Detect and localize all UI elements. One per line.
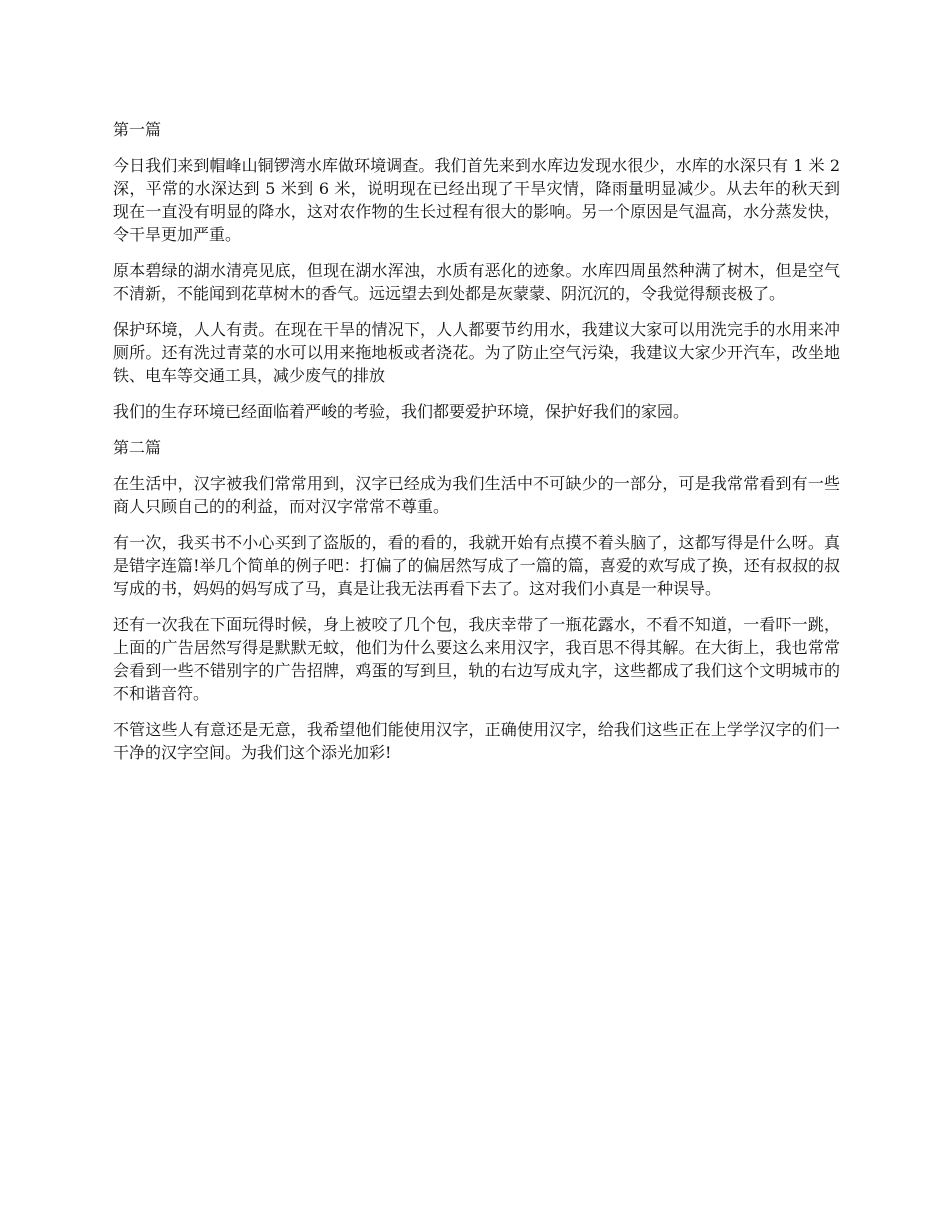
- paragraph: 原本碧绿的湖水清亮见底，但现在湖水浑浊，水质有恶化的迹象。水库四周虽然种满了树木，但是空气不清新，不能闻到花草树木的香气。远远望去到处都是灰蒙蒙、阴沉沉的，令我觉得颓丧极了。: [113, 261, 840, 303]
- section-1: [113, 118, 840, 423]
- paragraph: 我们的生存环境已经面临着严峻的考验，我们都要爱护环境，保护好我们的家园。: [113, 402, 690, 421]
- section-2: [113, 436, 840, 764]
- paragraph: 在生活中，汉字被我们常常用到，汉字已经成为我们生活中不可缺少的一部分，可是我常常看到有一些商人只顾自己的的利益，而对汉字常常不尊重。: [113, 474, 840, 516]
- paragraph: 还有一次我在下面玩得时候，身上被咬了几个包，我庆幸带了一瓶花露水，不看不知道，一看吓一跳，上面的广告居然写得是默默无蚊，他们为什么要这么来用汉字，我百思不得其解。在大街上，我也常常会看到一些不错别字的广告招牌，鸡蛋的写到旦，轨的右边写成丸字，这些都成了我们这个文明城市的不和谐音符。: [113, 615, 840, 703]
- section-heading: 第一篇: [113, 120, 162, 139]
- paragraph: 有一次，我买书不小心买到了盗版的，看的看的，我就开始有点摸不着头脑了，这都写得是什么呀。真是错字连篇!举几个简单的例子吧：打偏了的偏居然写成了一篇的篇，喜爱的欢写成了换，还有叔叔的叔写成的书，妈妈的妈写成了马，真是让我无法再看下去了。这对我们小真是一种误导。: [113, 533, 840, 598]
- section-heading: 第二篇: [113, 438, 162, 457]
- document-body: [113, 118, 840, 777]
- paragraph: 保护环境，人人有责。在现在干旱的情况下，人人都要节约用水，我建议大家可以用洗完手的水用来冲厕所。还有洗过青菜的水可以用来拖地板或者浇花。为了防止空气污染，我建议大家少开汽车，改坐地铁、电车等交通工具，减少废气的排放: [113, 320, 840, 385]
- paragraph: 不管这些人有意还是无意，我希望他们能使用汉字，正确使用汉字，给我们这些正在上学学汉字的们一干净的汉字空间。为我们这个添光加彩!: [113, 720, 840, 762]
- paragraph: 今日我们来到帽峰山铜锣湾水库做环境调查。我们首先来到水库边发现水很少，水库的水深只有 1 米 2 深，平常的水深达到 5 米到 6 米，说明现在已经出现了干旱灾情，降雨量明显减少。从去年的秋天到现在一直没有明显的降水，这对农作物的生长过程有很大的影响。另一个原因是气温高，水分蒸发快，令干旱更加严重。: [113, 156, 840, 244]
